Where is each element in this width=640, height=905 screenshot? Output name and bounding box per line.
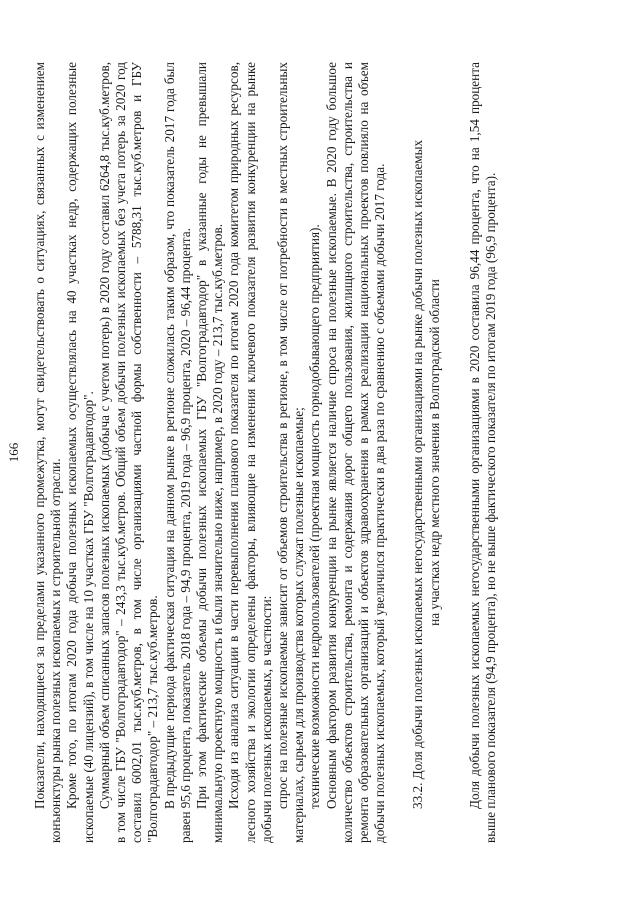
paragraph: спрос на полезные ископаемые зависит от объемов строительства в регионе, в том числе от потребности в местных строительных материалах, сырьем для производства которых служат полезные ископаемые; [275,62,307,843]
paragraph: Суммарный объем списанных запасов полезных ископаемых (добыча с учетом потерь) в 2020 году составил 6264,8 тыс.куб.метров, в том числе ГБУ "Волгоградавтодор" – 243,3 тыс.куб.метров. Общий объем добычи полезных ископаемых без учета потерь за 2020 год составил 6002,01 тыс.куб.метров, в том числе организациями частной формы собственности – 5788,31 тыс.куб.метров и ГБУ "Волгоградавтодор" – 213,7 тыс.куб.метров. [96,62,161,843]
paragraph: При этом фактические объемы добычи полезных ископаемых ГБУ "Волгоградавтодор" в указанные годы не превышали минимальную проектную мощность и были значительно ниже, например, в 2020 году – 213,7 тыс.куб.метров. [194,62,226,843]
paragraph: Доля добычи полезных ископаемых негосударственными организациями в 2020 составила 96,44 процента, что на 1,54 процента выше планового показателя (94,9 процента), но не выше фактического показателя по итогам 2019 года (96,9 процента). [466,62,499,843]
paragraph: Кроме того, по итогам 2020 года добыча полезных ископаемых осуществлялась на 40 участках недр, содержащих полезные ископаемые (40 лицензий), в том числе на 10 участках ГБУ "Волгоградавтодор". [64,62,96,843]
document-body [32,62,499,843]
paragraph: Основным фактором развития конкуренции на рынке является наличие спроса на полезные ископаемые. В 2020 году большое количество объектов строительства, ремонта и содержания дорог общего пользования, жилищного строительства, строительства и ремонта образовательных организаций и объектов здравоохранения в рамках реализации национальных проектов повлияло на объем добычи полезных ископаемых, который увеличился практически в два раза по сравнению с объемами добычи 2017 года. [323,62,388,843]
section-heading [410,62,442,843]
section-heading-line1: 33.2. Доля добычи полезных ископаемых негосударственными организациями на рынке добычи полезных ископаемых [410,139,426,809]
page-number: 166 [6,442,21,463]
paragraph: технические возможности недропользователей (проектная мощность горнодобывающего предприятия). [307,224,323,809]
paragraph: Показатели, находящиеся за пределами указанного промежутка, могут свидетельствовать о ситуациях, связанных с изменением конъюнктуры рынка полезных ископаемых и строительной отрасли. [32,62,64,843]
paragraph: Исходя из анализа ситуации в части перевыполнения планового показателя по итогам 2020 года комитетом природных ресурсов, лесного хозяйства и экологии определены факторы, влияющие на изменения ключевого показателя развития конкуренции на рынке добычи полезных ископаемых, в частности: [226,62,274,843]
paragraph: В предыдущие периода фактическая ситуация на данном рынке в регионе сложилась таким образом, что показатель 2017 года был равен 95,6 процента, показатель 2018 года – 94,9 процента, 2019 года – 96,9 процента, 2020 – 96,44 процента. [161,62,193,843]
section-heading-line2: на участках недр местного значения в Волгоградской области [426,279,442,626]
